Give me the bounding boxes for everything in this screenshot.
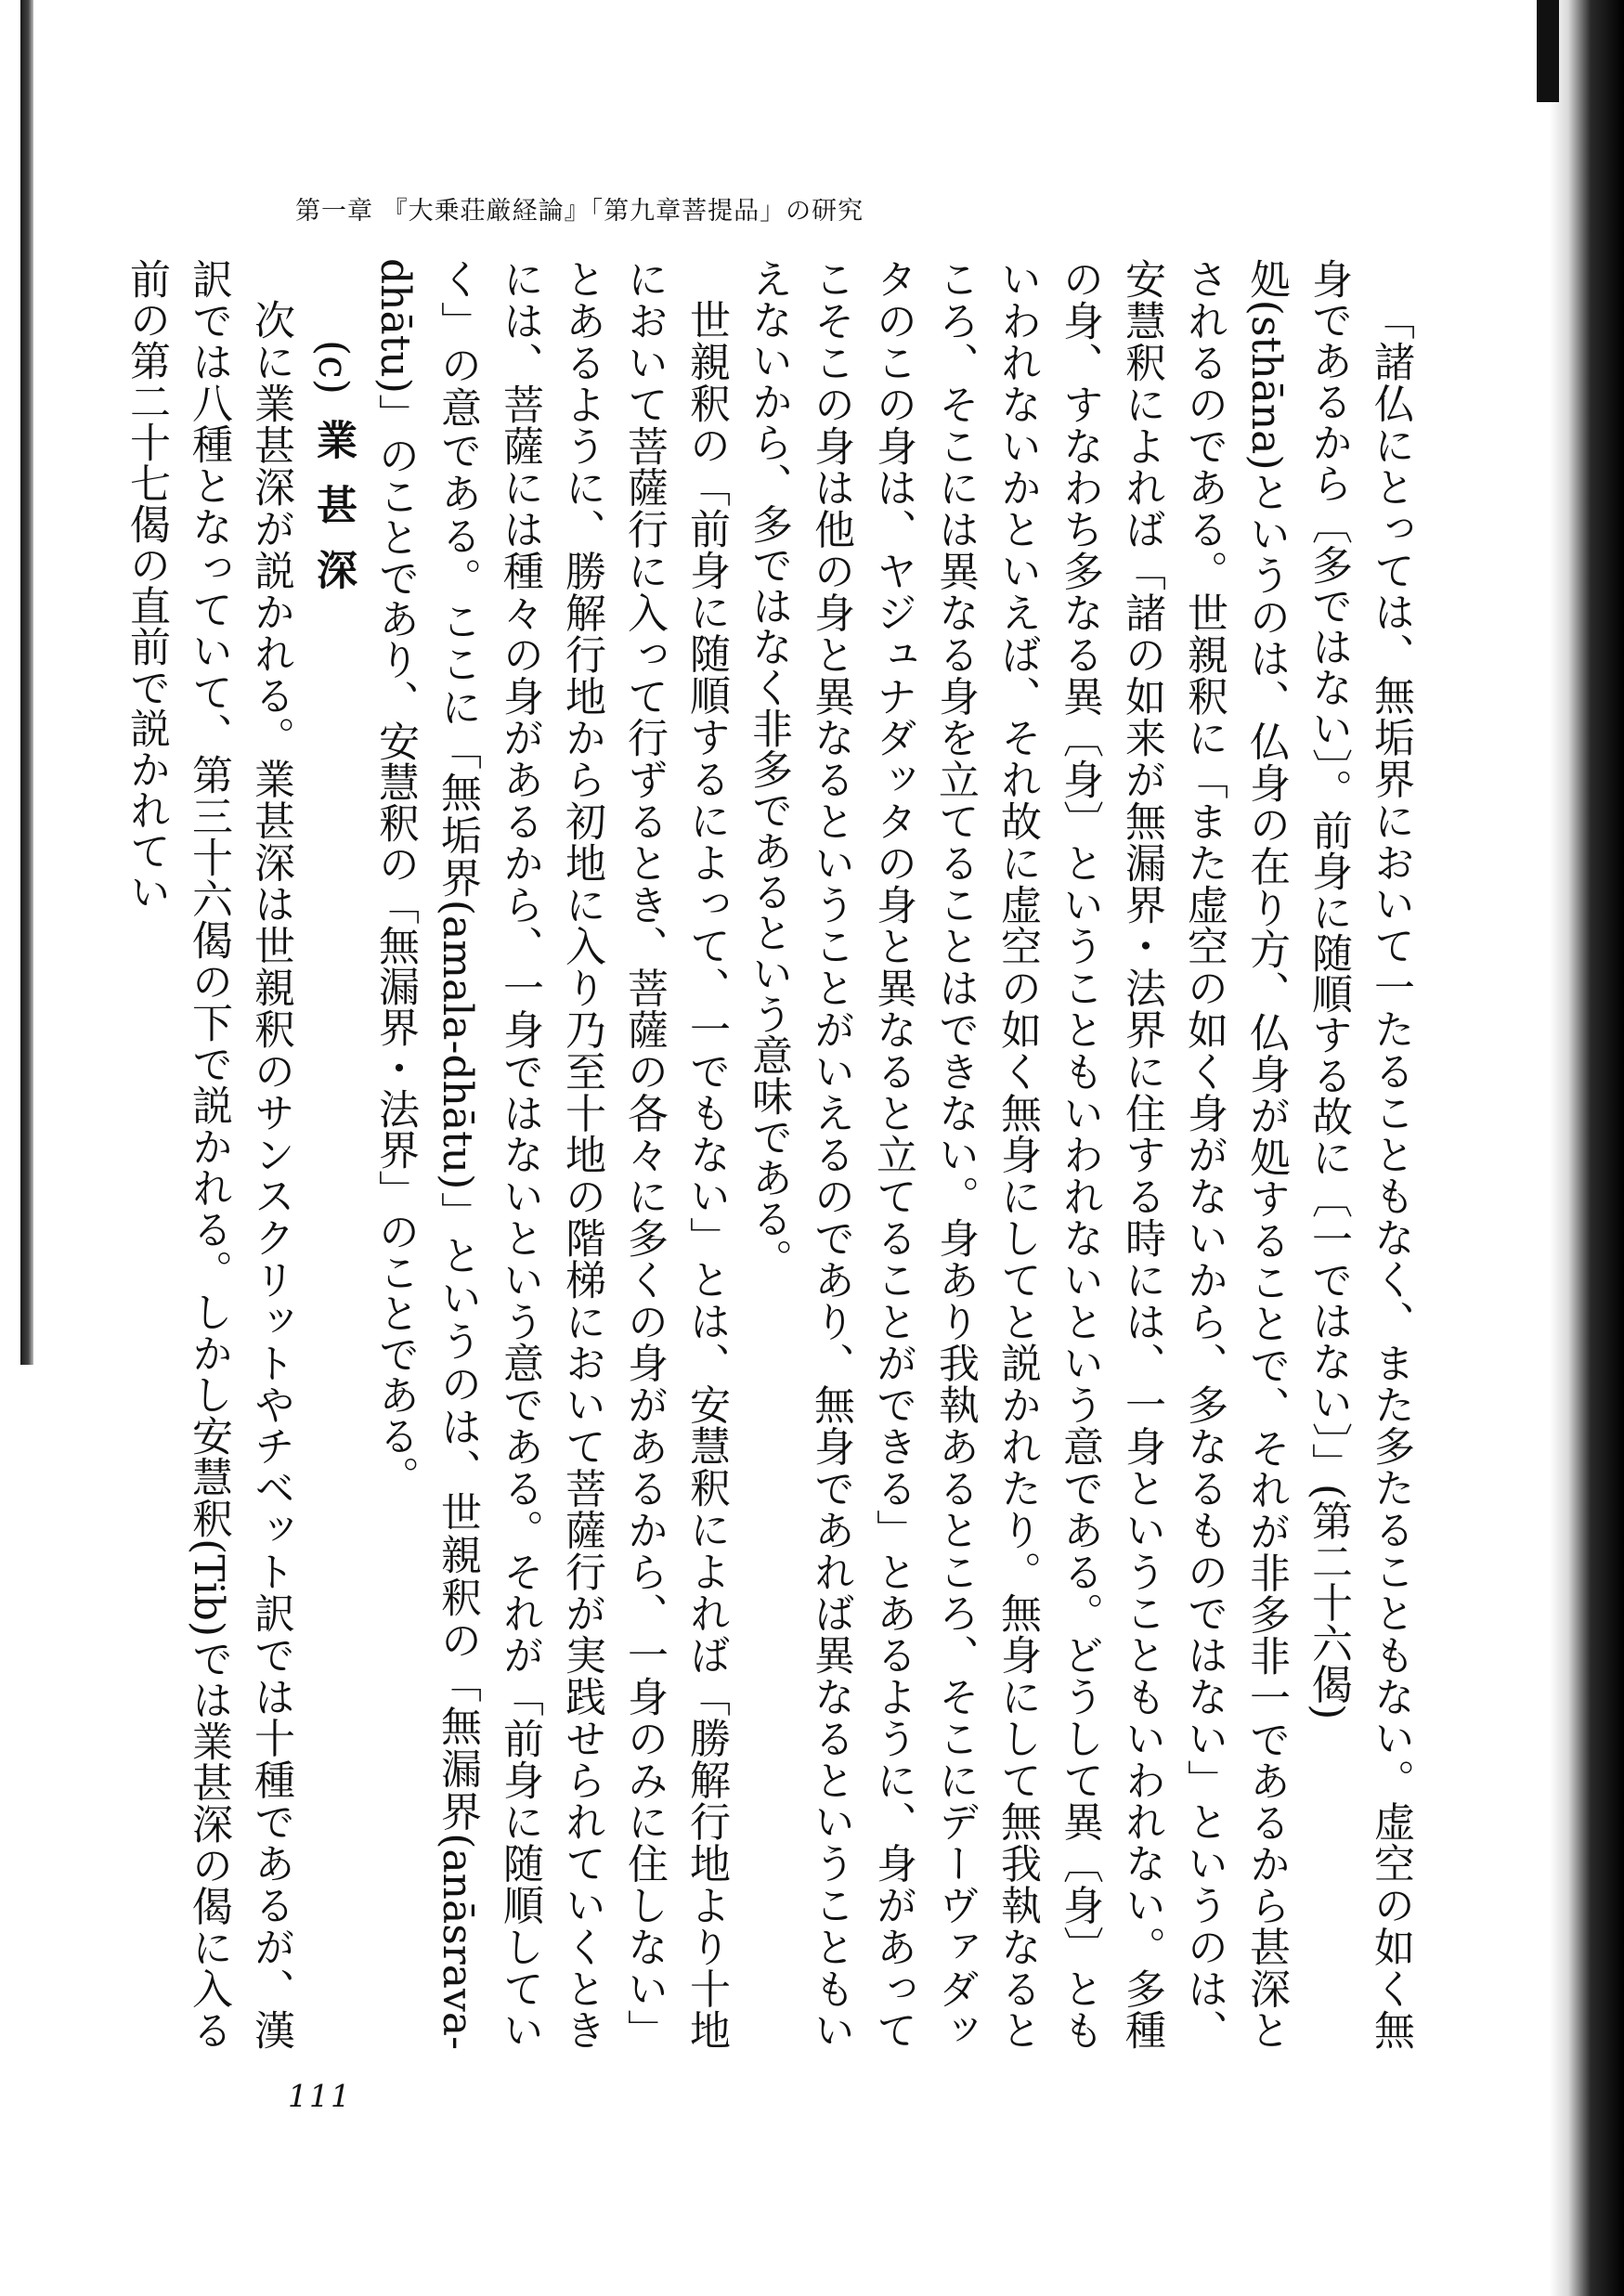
scan-shadow-right <box>1550 0 1624 2296</box>
section-heading-mark: (c) <box>309 340 357 395</box>
body-paragraph: 次に業甚深が説かれる。業甚深は世親釈のサンスクリットやチベット訳では十種であるが、漢訳では八種となっていて、第三十六偈の下で説かれる。しかし安慧釈(Tib)では業甚深の偈に入る前の第二十七偈の直前で説かれてい <box>123 258 294 2050</box>
scan-shadow-right-top <box>1537 0 1559 102</box>
section-heading-title: 業甚深 <box>309 418 357 614</box>
page-number: 111 <box>288 2078 352 2114</box>
scan-shadow-left <box>20 0 33 1365</box>
body-paragraph: 処(sthāna)というのは、仏身の在り方、仏身が処することで、それが非多非一であるから甚深とされるのである。世親釈に「また虚空の如く身がないから、多なるものではない」というのは、安慧釈によれば「諸の如来が無漏界・法界に住する時には、一身ということもいわれない。多種の身、すなわち多なる異〔身〕ということもいわれないという意である。どうして異〔身〕ともいわれないかといえば、それ故に虚空の如く無身にしてと説かれたり。無身にして無我執なるところ、そこには異なる身を立てることはできない。身あり我執あるところ、そこにデーヴァダッタのこの身は、ヤジュナダッタの身と異なると立てることができる」とあるように、身があってこそこの身は他の身と異なるということがいえるのであり、無身であれば異なるということもいえないから、多ではなく非多であるという意味である。 <box>745 258 1290 2051</box>
running-header: 第一章 『大乗荘厳経論』「第九章菩提品」の研究 <box>295 197 864 226</box>
body-text <box>115 258 1422 2050</box>
verse-quote-paragraph: 「諸仏にとっては、無垢界において一たることもなく、また多たることもない。虚空の如く無身であるから〔多ではない〕。前身に随順する故に〔一ではない〕」(第二十六偈) <box>1305 258 1414 2050</box>
body-paragraph: 世親釈の「前身に随順するによって、一でもない」とは、安慧釈によれば「勝解行地より十地において菩薩行に入って行ずるとき、菩薩の各々に多くの身があるから、一身のみに住しない」とあるように、勝解行地から初地に入り乃至十地の階梯において菩薩行が実践せられていくときには、菩薩には種々の身があるから、一身ではないという意である。それが「前身に随順していく」の意である。ここに「無垢界(amala-dhātu)」というのは、世親釈の「無漏界(anāsrava-dhātu)」のことであり、安慧釈の「無漏界・法界」のことである。 <box>371 258 730 2051</box>
section-heading <box>302 258 364 2050</box>
